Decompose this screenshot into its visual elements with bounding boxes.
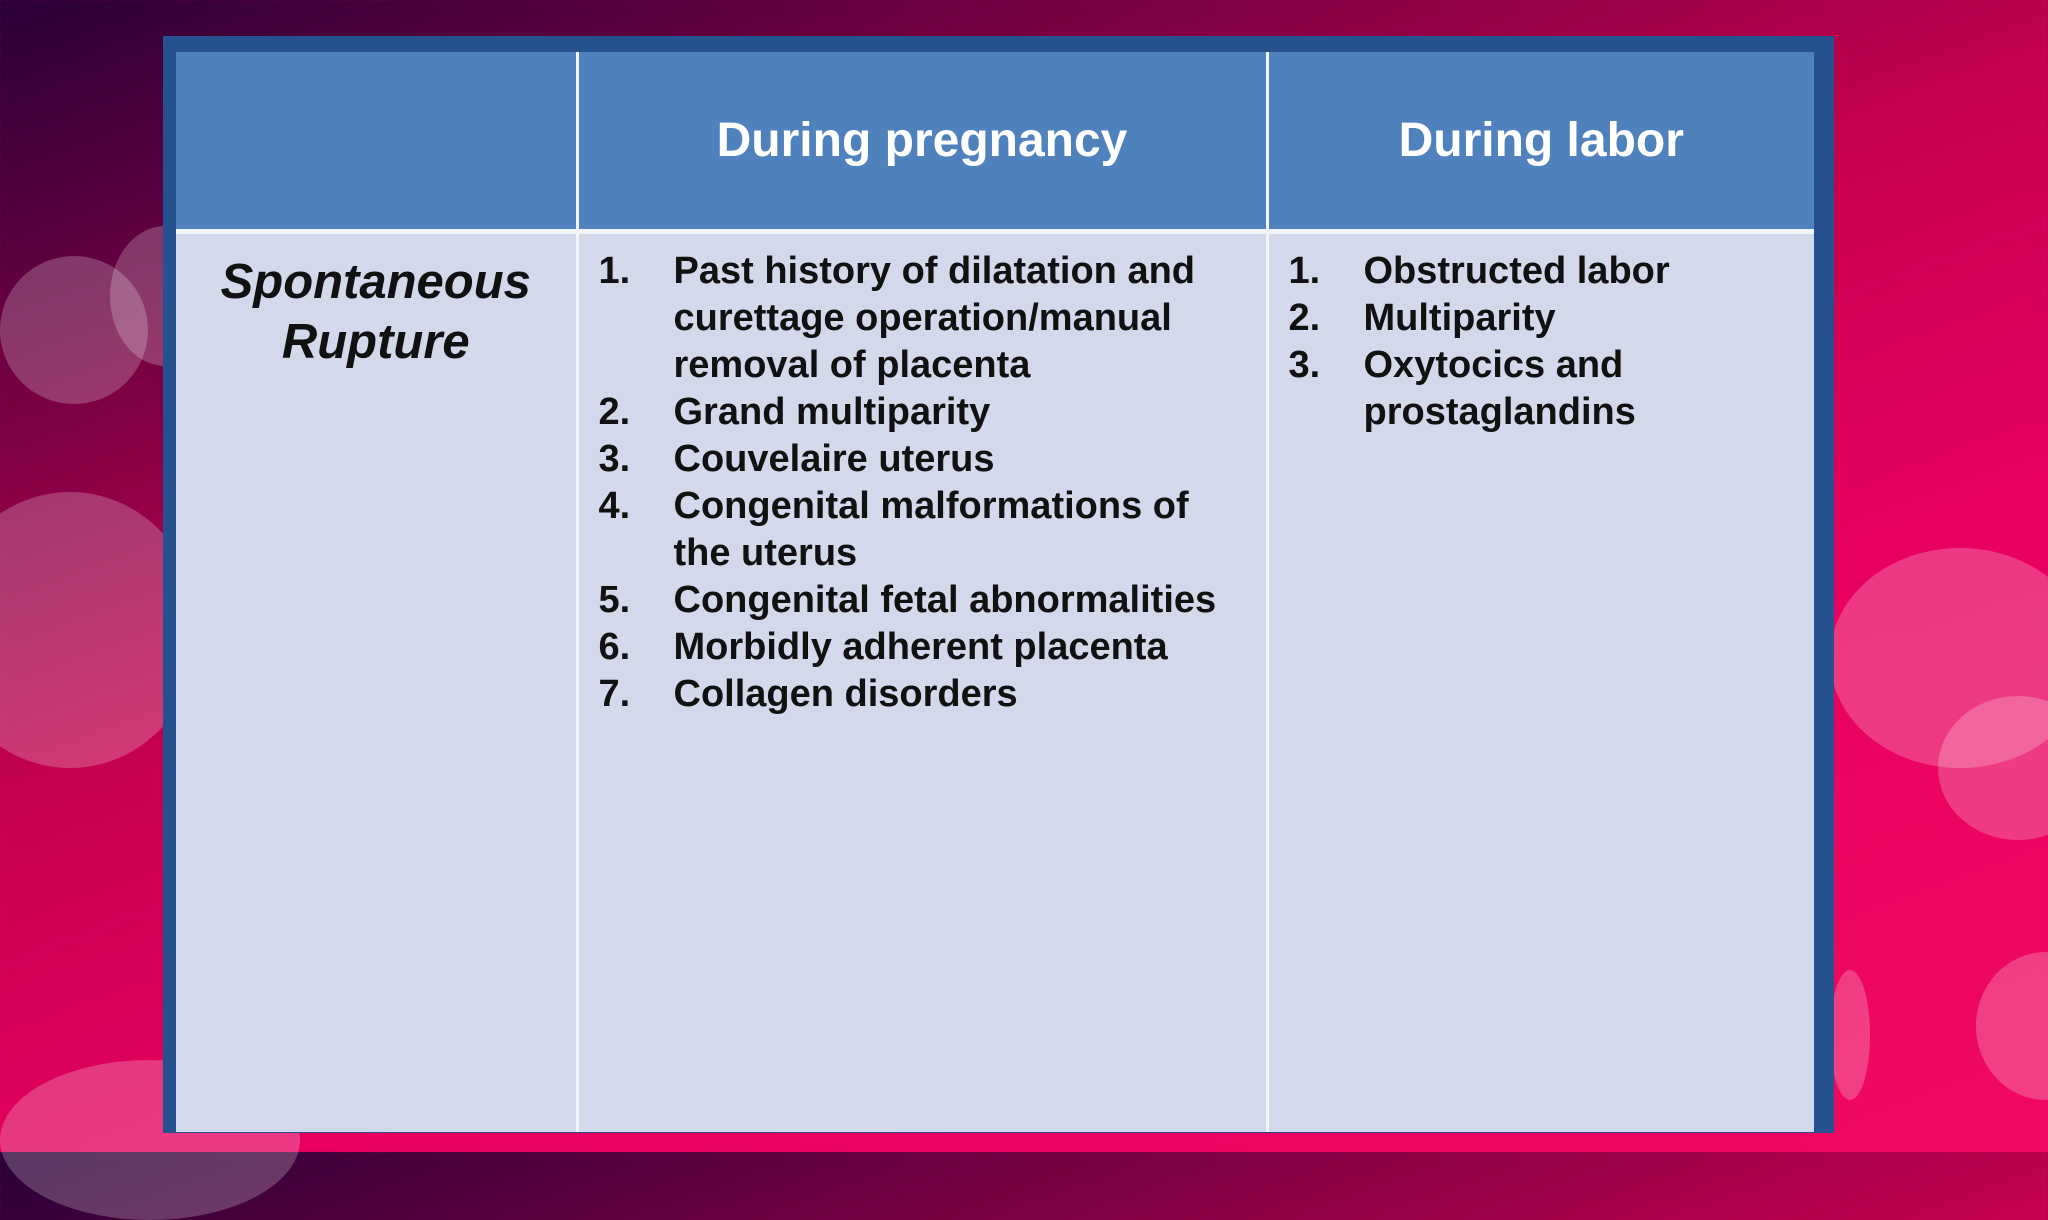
list-item-number: 5.	[598, 579, 631, 621]
list-item-number: 3.	[598, 438, 631, 480]
list-item-text: Couvelaire uterus	[673, 438, 995, 480]
pregnancy-factors-list	[579, 234, 1266, 718]
list-item-text: Collagen disorders	[673, 673, 1018, 715]
risk-factor-table	[176, 52, 1814, 1132]
list-item	[579, 248, 1266, 389]
list-item-text: Obstructed labor	[1363, 250, 1670, 292]
list-item-number: 3.	[1288, 344, 1321, 386]
table-row	[176, 232, 1814, 1133]
list-item-text: Congenital malformations of the uterus	[673, 485, 1189, 574]
list-item	[1269, 342, 1815, 436]
list-item-number: 2.	[598, 391, 631, 433]
list-item-text: Congenital fetal abnormalities	[673, 579, 1217, 621]
labor-factors-list	[1269, 234, 1815, 436]
list-item	[579, 671, 1266, 718]
list-item-number: 1.	[1288, 250, 1321, 292]
list-item-text: Past history of dilatation and curettage operation/manual removal of placenta	[673, 250, 1195, 386]
list-item	[579, 483, 1266, 577]
list-item	[579, 577, 1266, 624]
row-label-spontaneous-rupture: Spontaneous Rupture	[176, 232, 577, 1133]
list-item-number: 6.	[598, 626, 631, 668]
background-bubble	[1830, 970, 1870, 1100]
header-empty-cell	[176, 52, 577, 232]
list-item-text: Morbidly adherent placenta	[673, 626, 1168, 668]
list-item	[579, 624, 1266, 671]
list-item-number: 2.	[1288, 297, 1321, 339]
pregnancy-factors-cell	[577, 232, 1267, 1133]
list-item-number: 7.	[598, 673, 631, 715]
list-item	[1269, 295, 1815, 342]
list-item	[579, 389, 1266, 436]
header-during-labor: During labor	[1267, 52, 1814, 232]
list-item-number: 1.	[598, 250, 631, 292]
list-item	[1269, 248, 1815, 295]
table-header-row	[176, 52, 1814, 232]
list-item-number: 4.	[598, 485, 631, 527]
labor-factors-cell	[1267, 232, 1814, 1133]
background-bubble	[1976, 952, 2048, 1100]
list-item	[579, 436, 1266, 483]
list-item-text: Grand multiparity	[673, 391, 991, 433]
header-during-pregnancy: During pregnancy	[577, 52, 1267, 232]
list-item-text: Oxytocics and prostaglandins	[1363, 344, 1636, 433]
list-item-text: Multiparity	[1363, 297, 1556, 339]
